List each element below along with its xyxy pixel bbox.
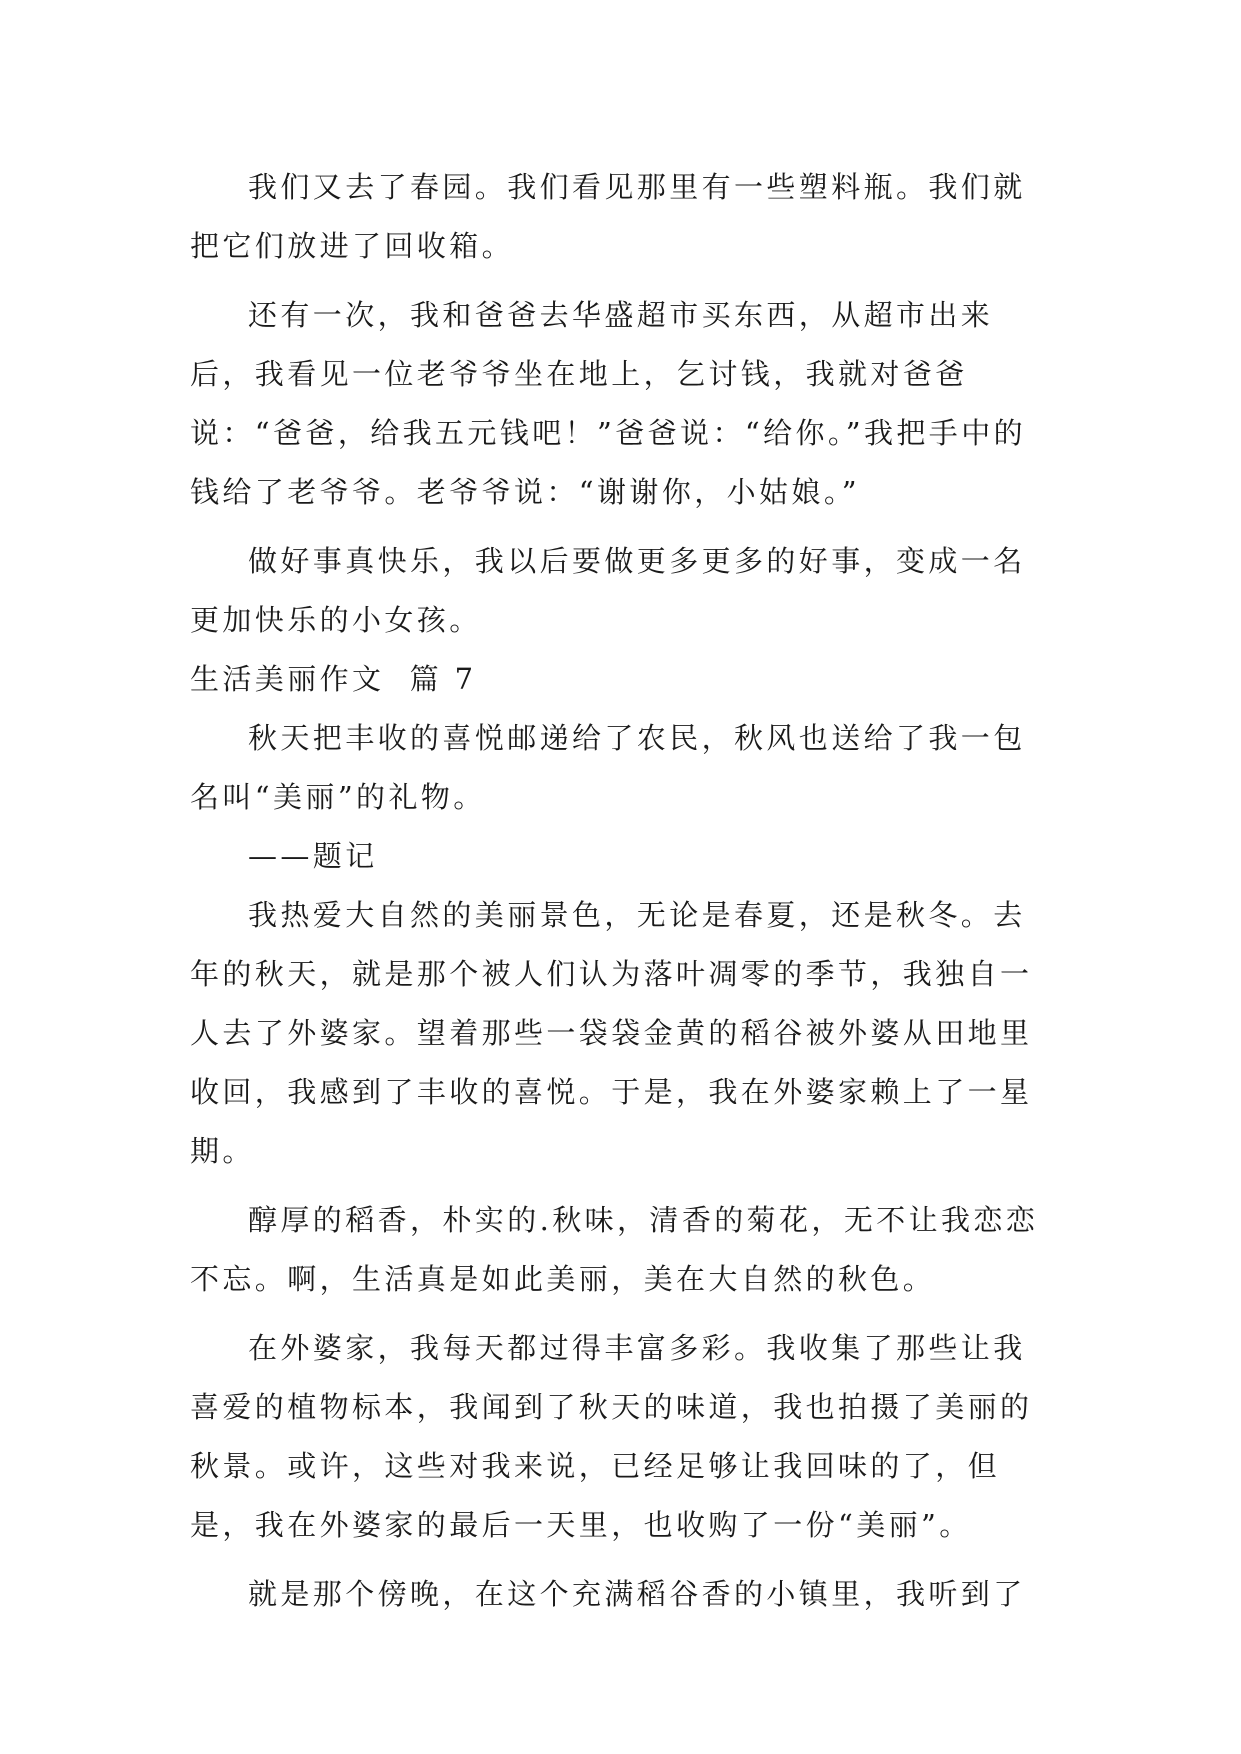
paragraph: 秋天把丰收的喜悦邮递给了农民，秋风也送给了我一包名叫“美丽”的礼物。 — [190, 721, 1026, 814]
paragraph: 醇厚的稻香，朴实的.秋味，清香的菊花，无不让我恋恋不忘。啊，生活真是如此美丽，美在大自然的秋色。 — [190, 1203, 1039, 1296]
paragraph-gap — [190, 276, 1050, 286]
paragraph: 我热爱大自然的美丽景色，无论是春夏，还是秋冬。去年的秋天，就是那个被人们认为落叶凋零的季节，我独自一人去了外婆家。望着那些一袋袋金黄的稻谷被外婆从田地里收回，我感到了丰收的喜悦。于是，我在外婆家赖上了一星期。 — [190, 898, 1033, 1168]
paragraph-gap — [190, 1181, 1050, 1191]
paragraph: 就是那个傍晚，在这个充满稻谷香的小镇里，我听到了 — [248, 1577, 1026, 1611]
paragraph-gap — [190, 1309, 1050, 1319]
paragraph-gap — [190, 522, 1050, 532]
document-body — [190, 158, 1050, 1624]
epigraph-attribution: ——题记 — [248, 839, 378, 873]
paragraph: 我们又去了春园。我们看见那里有一些塑料瓶。我们就把它们放进了回收箱。 — [190, 170, 1026, 263]
paragraph: 在外婆家，我每天都过得丰富多彩。我收集了那些让我喜爱的植物标本，我闻到了秋天的味道，我也拍摄了美丽的秋景。或许，这些对我来说，已经足够让我回味的了，但是，我在外婆家的最后一天里，也收购了一份“美丽”。 — [190, 1331, 1033, 1542]
paragraph: 还有一次，我和爸爸去华盛超市买东西，从超市出来后，我看见一位老爷爷坐在地上，乞讨钱，我就对爸爸说：“爸爸，给我五元钱吧！”爸爸说：“给你。”我把手中的钱给了老爷爷。老爷爷说：“谢谢你，小姑娘。” — [190, 298, 1027, 509]
paragraph-gap — [190, 1555, 1050, 1565]
paragraph: 做好事真快乐，我以后要做更多更多的好事，变成一名更加快乐的小女孩。 — [190, 544, 1026, 637]
section-heading: 生活美丽作文 篇 7 — [190, 662, 477, 696]
